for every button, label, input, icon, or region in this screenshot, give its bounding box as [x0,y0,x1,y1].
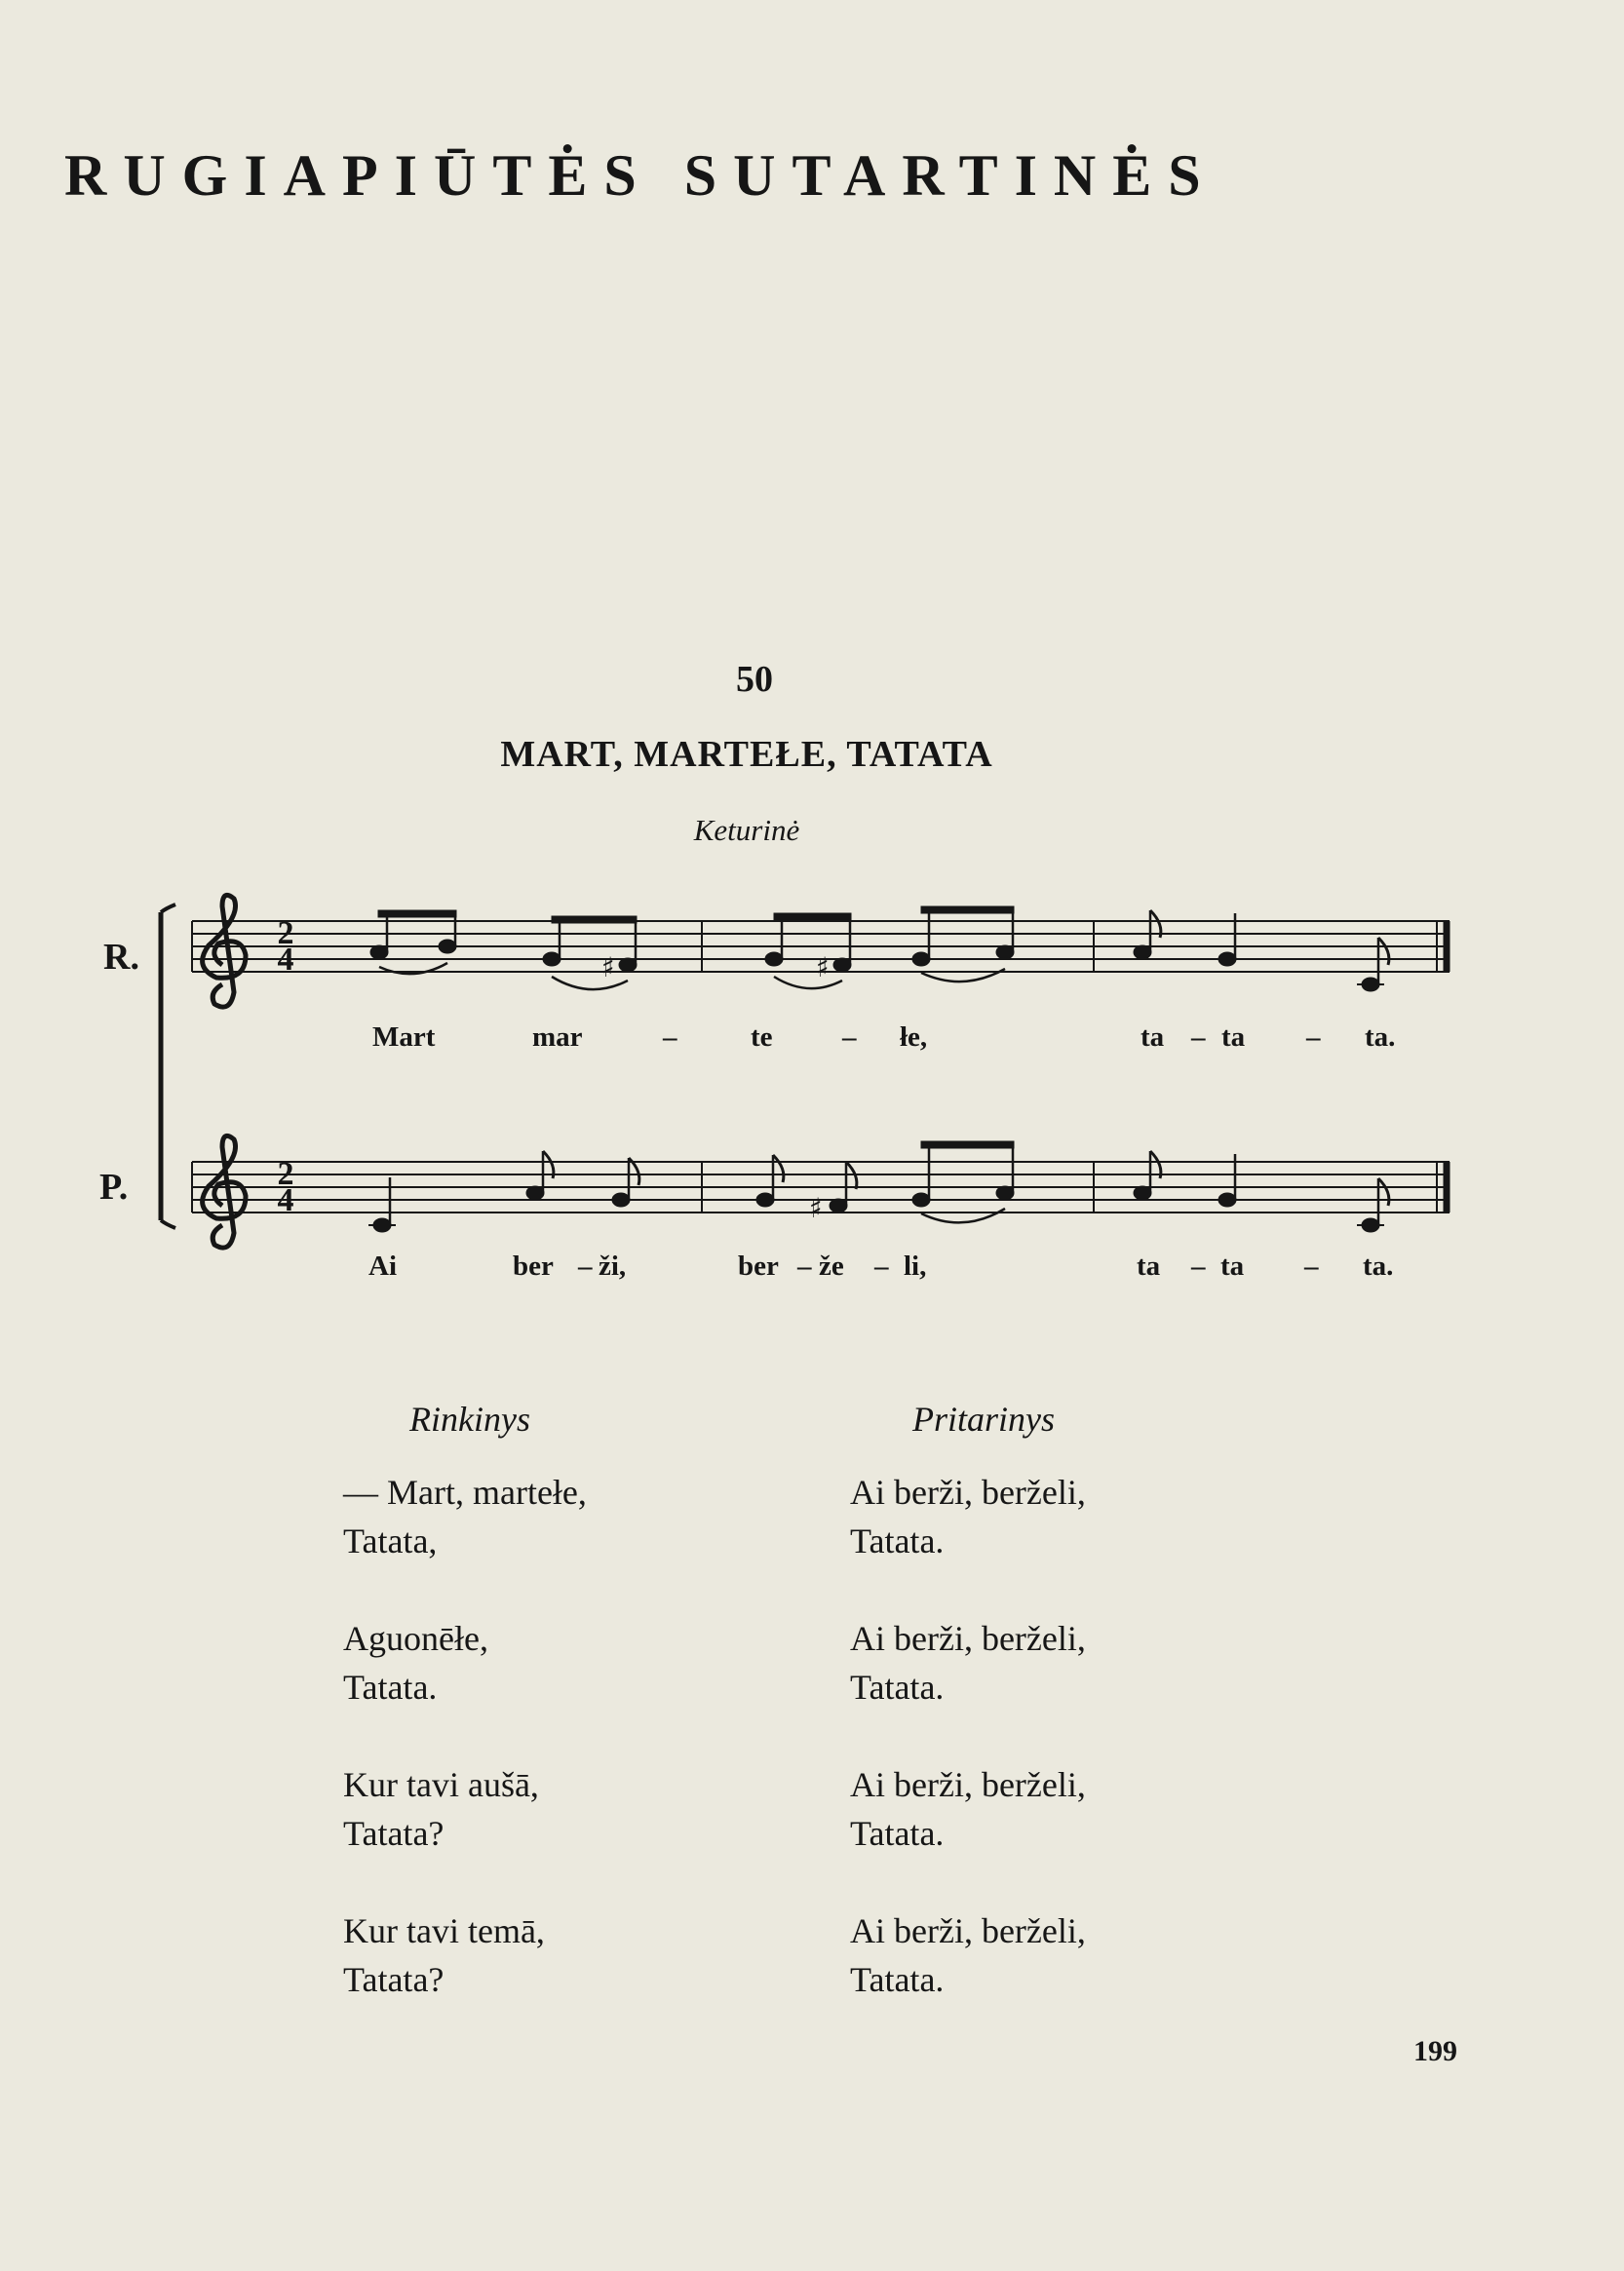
note [370,945,388,959]
pritarinys-heading: Pritarinys [912,1400,1056,1439]
lyric-syllable: Ai [368,1251,397,1282]
note [833,958,851,972]
song-type: Keturinė [693,813,800,847]
note [439,940,456,953]
slur [921,969,1005,982]
note [1134,945,1151,959]
note [1218,1193,1236,1207]
system-bracket [161,905,175,1228]
lyric-syllable: – [1191,1251,1206,1282]
note [756,1193,774,1207]
slur [921,1209,1005,1222]
lyric-syllable: li, [904,1251,927,1282]
note [765,952,783,966]
lyric-syllable: – [797,1251,812,1282]
beam [552,916,637,923]
lyric-syllable: ta. [1363,1251,1394,1282]
lyric-syllable: ber [738,1251,779,1282]
beam [921,906,1014,913]
rinkinys-verse: Kur tavi aušā, Tatata? [343,1765,539,1853]
time-signature-bottom: 4 [277,942,294,978]
note [1134,1186,1151,1200]
note [612,1193,630,1207]
treble-clef-icon [203,1136,246,1248]
note [830,1199,847,1212]
treble-clef-icon [203,895,246,1007]
lyric-syllable: ta [1141,1021,1165,1053]
pritarinys-verse: Ai berži, berželi, Tatata. [850,1765,1086,1853]
slur [552,977,628,989]
pritarinys-verse: Ai berži, berželi, Tatata. [850,1619,1086,1707]
page-number: 199 [1413,2035,1457,2067]
note [1218,952,1236,966]
lyric-syllable: ta [1220,1251,1245,1282]
time-signature-bottom: 4 [277,1182,294,1218]
sharp-icon: ♯ [601,951,615,983]
lyric-syllable: ber [513,1251,554,1282]
rinkinys-verse: Kur tavi temā, Tatata? [343,1911,545,1999]
note [912,952,930,966]
note [526,1186,544,1200]
voice-label-p: P. [99,1167,129,1208]
lyric-syllable: – [874,1251,889,1282]
rinkinys-verse: Aguonēłe, Tatata. [343,1619,488,1707]
lyric-syllable: – [1306,1021,1321,1053]
sharp-icon: ♯ [809,1192,823,1224]
lyric-syllable: že [819,1251,844,1282]
section-title: RUGIAPIŪTĖS SUTARTINĖS [64,143,1218,208]
note [996,1186,1014,1200]
lyric-syllable: Mart [372,1021,436,1053]
beam [774,913,851,920]
beam [921,1141,1014,1148]
note [619,958,637,972]
time-signature-top: 2 [277,915,294,951]
rinkinys-verse: — Mart, martełe, Tatata, [343,1473,587,1560]
voice-label-r: R. [103,937,139,978]
lyric-syllable: te [751,1021,773,1053]
song-title: MART, MARTEŁE, TATATA [500,734,993,775]
lyric-syllable: – [1304,1251,1319,1282]
lyric-syllable: – [578,1251,593,1282]
sharp-icon: ♯ [816,951,830,983]
beam [378,910,456,917]
lyric-syllable: ži, [599,1251,627,1282]
lyric-syllable: – [1191,1021,1206,1053]
lyric-syllable: mar [532,1021,583,1053]
note [912,1193,930,1207]
lyric-syllable: łe, [900,1021,928,1053]
note [543,952,561,966]
lyric-syllable: ta. [1365,1021,1396,1053]
song-number: 50 [736,659,773,700]
pritarinys-verse: Ai berži, berželi, Tatata. [850,1473,1086,1560]
slur [774,977,842,988]
time-signature-top: 2 [277,1156,294,1192]
note [996,945,1014,959]
lyric-syllable: – [663,1021,677,1053]
pritarinys-verse: Ai berži, berželi, Tatata. [850,1911,1086,1999]
lyric-syllable: ta [1137,1251,1161,1282]
lyric-syllable: – [842,1021,857,1053]
notes-r [370,906,1389,991]
rinkinys-heading: Rinkinys [409,1400,530,1439]
lyric-syllable: ta [1221,1021,1246,1053]
